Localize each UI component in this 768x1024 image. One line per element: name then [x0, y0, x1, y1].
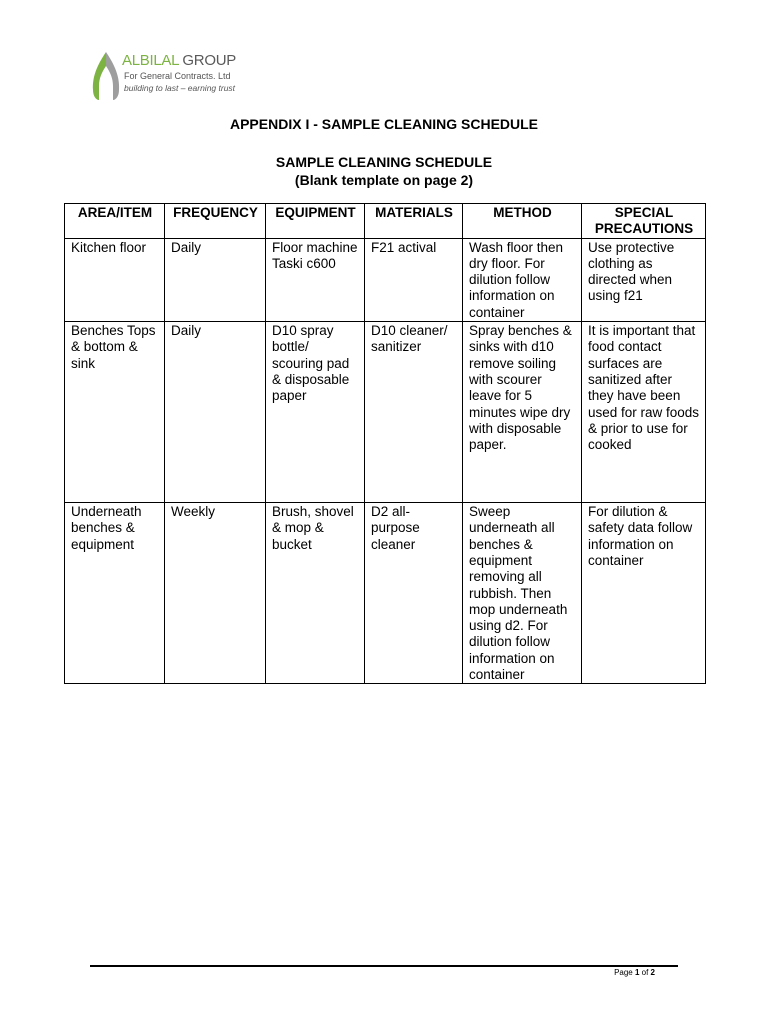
company-logo	[90, 50, 236, 106]
table-row	[65, 503, 706, 684]
cell-method: Spray benches & sinks with d10 remove soiling with scourer leave for 5 minutes wipe dry with disposable paper.	[463, 322, 582, 503]
cell-materials: D2 all-purpose cleaner	[365, 503, 463, 684]
cell-special-precautions: It is important that food contact surfaces are sanitized after they have been used for raw foods & prior to use for cooked	[582, 322, 706, 503]
cell-equipment: D10 spray bottle/ scouring pad & disposable paper	[266, 322, 365, 503]
logo-mark-icon	[90, 50, 122, 102]
header-equipment: EQUIPMENT	[266, 204, 365, 239]
cell-method: Sweep underneath all benches & equipment removing all rubbish. Then mop underneath using d2. For dilution follow information on container	[463, 503, 582, 684]
cell-frequency: Daily	[165, 322, 266, 503]
cell-frequency: Daily	[165, 238, 266, 321]
table-row	[65, 238, 706, 321]
schedule-title: SAMPLE CLEANING SCHEDULE	[275, 154, 493, 170]
header-area-item: AREA/ITEM	[65, 204, 165, 239]
header-method: METHOD	[463, 204, 582, 239]
cell-special-precautions: Use protective clothing as directed when using f21	[582, 238, 706, 321]
table-row	[65, 322, 706, 503]
footer-divider	[90, 965, 678, 967]
schedule-subtitle: (Blank template on page 2)	[294, 172, 474, 188]
cell-method: Wash floor then dry floor. For dilution follow information on container	[463, 238, 582, 321]
table-header-row	[65, 204, 706, 239]
cleaning-schedule-table	[64, 203, 706, 684]
appendix-title: APPENDIX I - SAMPLE CLEANING SCHEDULE	[229, 116, 539, 132]
header-materials: MATERIALS	[365, 204, 463, 239]
cell-materials: D10 cleaner/ sanitizer	[365, 322, 463, 503]
page-number: Page 1 of 2	[614, 968, 655, 977]
cell-area-item: Underneath benches & equipment	[65, 503, 165, 684]
header-frequency: FREQUENCY	[165, 204, 266, 239]
header-special-precautions: SPECIAL PRECAUTIONS	[582, 204, 706, 239]
cell-area-item: Benches Tops & bottom & sink	[65, 322, 165, 503]
logo-name: ALBILAL GROUP	[122, 52, 236, 69]
logo-subtitle: For General Contracts. Ltd	[124, 71, 231, 81]
cell-frequency: Weekly	[165, 503, 266, 684]
cell-area-item: Kitchen floor	[65, 238, 165, 321]
cell-equipment: Floor machine Taski c600	[266, 238, 365, 321]
cell-special-precautions: For dilution & safety data follow information on container	[582, 503, 706, 684]
cell-materials: F21 actival	[365, 238, 463, 321]
logo-tagline: building to last – earning trust	[124, 83, 236, 93]
cell-equipment: Brush, shovel & mop & bucket	[266, 503, 365, 684]
